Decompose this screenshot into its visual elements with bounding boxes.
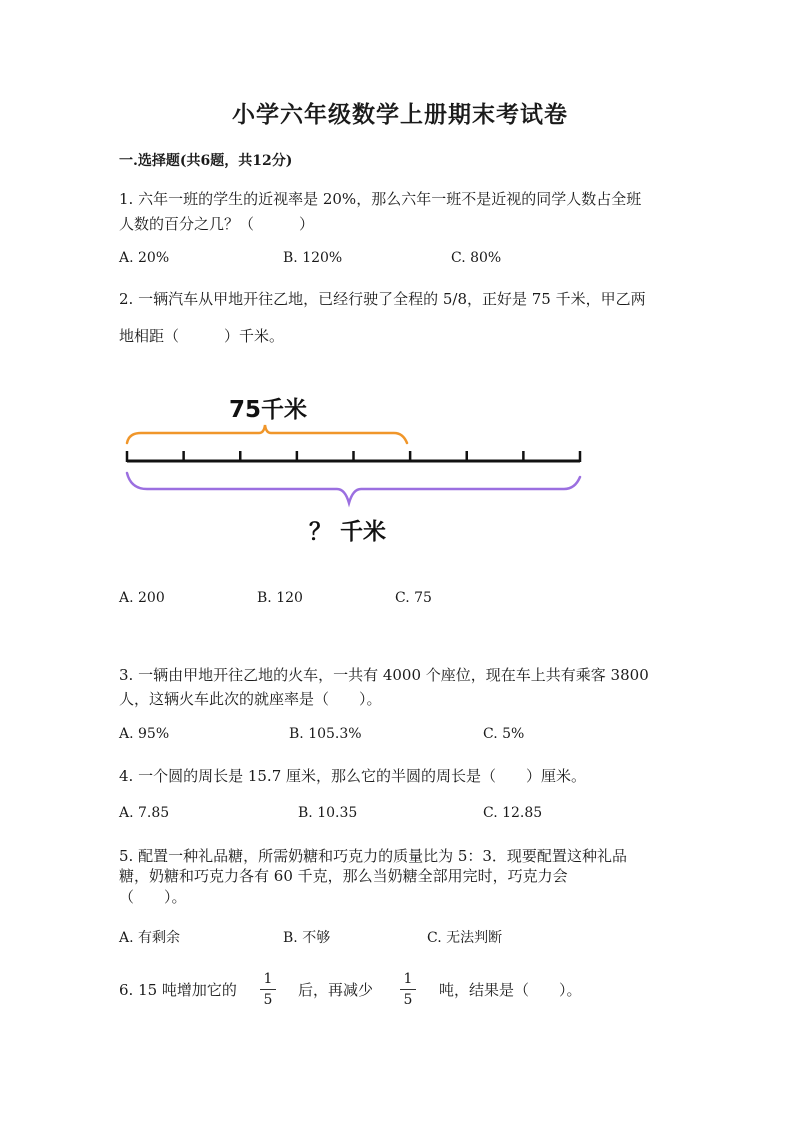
question-3-option-a: A. 95% <box>119 726 170 742</box>
fraction-bar <box>400 989 416 990</box>
question-2-option-a: A. 200 <box>119 590 165 606</box>
question-3-option-b: B. 105.3% <box>289 726 362 742</box>
question-3-line-2: 人，这辆火车此次的就座率是（ ）。 <box>119 690 382 708</box>
number-line <box>127 451 580 462</box>
top-brace <box>127 425 407 443</box>
question-3-option-c: C. 5% <box>483 726 525 742</box>
question-6-part-3: 吨，结果是（ ）。 <box>439 981 582 999</box>
fraction-denominator: 5 <box>263 992 273 1008</box>
question-5-line-1: 5. 配置一种礼品糖，所需奶糖和巧克力的质量比为 5：3．现要配置这种礼品 <box>119 847 627 865</box>
question-2-option-c: C. 75 <box>395 590 432 606</box>
page-title: 小学六年级数学上册期末考试卷 <box>232 101 568 128</box>
segment-diagram <box>119 385 589 550</box>
fraction-bar <box>260 989 276 990</box>
fraction-numerator: 1 <box>263 971 273 987</box>
question-3-line-1: 3. 一辆由甲地开往乙地的火车，一共有 4000 个座位，现在车上共有乘客 3800 <box>119 666 649 684</box>
question-4-option-b: B. 10.35 <box>298 805 358 821</box>
question-1-line-1: 1. 六年一班的学生的近视率是 20%，那么六年一班不是近视的同学人数占全班 <box>119 190 642 208</box>
section-heading: 一.选择题(共6题，共12分) <box>119 153 293 169</box>
question-5-line-3: （ ）。 <box>119 888 187 906</box>
question-2-line-1: 2. 一辆汽车从甲地开往乙地，已经行驶了全程的 5/8，正好是 75 千米，甲乙两 <box>119 290 646 308</box>
question-1-line-2: 人数的百分之几？（ ） <box>119 215 315 233</box>
question-4-option-a: A. 7.85 <box>119 805 170 821</box>
question-6-part-2: 后，再减少 <box>298 981 374 999</box>
question-4-option-c: C. 12.85 <box>483 805 543 821</box>
question-2-option-b: B. 120 <box>257 590 303 606</box>
question-6-fraction-2 <box>400 971 416 1008</box>
question-6-fraction-1 <box>260 971 276 1008</box>
question-4-line-1: 4. 一个圆的周长是 15.7 厘米，那么它的半圆的周长是（ ）厘米。 <box>119 767 587 785</box>
fraction-numerator: 1 <box>403 971 413 987</box>
diagram-bottom-label: ？ 千米 <box>309 519 387 545</box>
diagram-top-label: 75千米 <box>229 397 308 423</box>
question-5-line-2: 糖，奶糖和巧克力各有 60 千克，那么当奶糖全部用完时，巧克力会 <box>119 867 568 885</box>
fraction-denominator: 5 <box>403 992 413 1008</box>
question-5-option-c: C. 无法判断 <box>427 930 503 946</box>
question-1-option-a: A. 20% <box>119 250 170 266</box>
question-5-option-b: B. 不够 <box>283 930 331 946</box>
bottom-brace <box>127 473 580 503</box>
question-6-part-1: 6. 15 吨增加它的 <box>119 981 237 999</box>
question-2-line-2: 地相距（ ）千米。 <box>119 327 285 345</box>
question-1-option-b: B. 120% <box>283 250 343 266</box>
question-1-option-c: C. 80% <box>451 250 502 266</box>
question-5-option-a: A. 有剩余 <box>119 930 181 946</box>
